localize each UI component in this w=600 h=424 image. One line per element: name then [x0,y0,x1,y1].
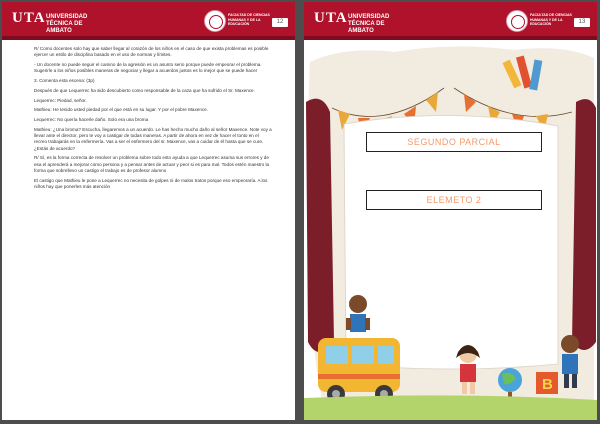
paragraph: R/ Como docentes solo hay que saber llegar al corazón de los niños en el caso de que exista problemas es posible ejercer un estilo de disciplina basado en el uso de normas y límites. [34,46,269,58]
faculty-seal-icon [506,10,528,32]
page-number: 12 [272,18,288,27]
right-page [304,2,597,420]
faculty-seal-icon [204,10,226,32]
section-title-box: SEGUNDO PARCIAL [366,132,542,152]
paragraph: Mathieu: He tenido usted piedad por el que está en su lugar. Y por el pobre Maxence. [34,107,208,113]
faculty-name: FACULTAD DE CIENCIAS HUMANAS Y DE LA EDUCACIÓN [228,13,270,26]
paragraph: Lequerrec: No quería hacerle daño. Solo era una broma [34,117,149,123]
school-scene-icon [304,42,597,420]
school-illustration [304,42,597,420]
element-title-box: ELEMETO 2 [366,190,542,210]
page-header [304,2,597,42]
faculty-name: FACULTAD DE CIENCIAS HUMANAS Y DE LA EDUCACIÓN [530,13,572,26]
paragraph: El castigo que Mathieu le pone a Lequerrec no necesita de golpes ni de malos tratos porque eso empeoraría. A los niños hay que ponerles más atención [34,177,268,189]
page-header [2,2,295,42]
document-body [34,46,272,194]
university-logo: UTA UNIVERSIDAD TÉCNICA DE AMBATO [12,10,88,34]
paragraph: R/ Sí, es la forma correcta de resolver un problema sobre todo esto ayuda a que Lequerrec asuma sus errores y de esa el aprenderá a mejorar como persona y a pensar antes de actuar y peor si es para mal. Todos estén maestro la forma que sobrellevo un castigo el trabajo es de profesor alumno [34,155,270,173]
paragraph: 3. Comenta esta escena: (3p) [34,78,95,83]
university-logo: UTA UNIVERSIDAD TÉCNICA DE AMBATO [314,10,390,34]
paragraph: Después de que Lequerrec ha sido descubierto como responsable de la caza que ha sufrido el Sr. Maxence. [34,87,255,93]
paragraph: - Un docente no puede seguir el camino de la agresión es un asunto serio porque puede empeorar el problema. Sugerirle a los niños posibles maneras de negociar y llegar a acuerdos justos es lo mejor que se puede hacer [34,62,262,74]
paragraph: Mathieu: ¿Una broma? Escucha, llegaremos a un acuerdo. Le has hecho mucho daño al señor Maxence. Note voy a llevar ante el director, pero te voy a castigar de todas maneras. A partir de ahora en vez de hacer el tonto en el recreo trabajarás en la enfermería. Vas a ser el enfermero del sr. Maxence, vas a cuidar de él hasta que se cure. ¿Estás de acuerdo? [34,126,272,151]
page-number: 13 [574,18,590,27]
svg-text:B: B [542,376,553,393]
left-page [2,2,295,420]
paragraph: Lequerrec: Piedad, señor. [34,97,87,103]
